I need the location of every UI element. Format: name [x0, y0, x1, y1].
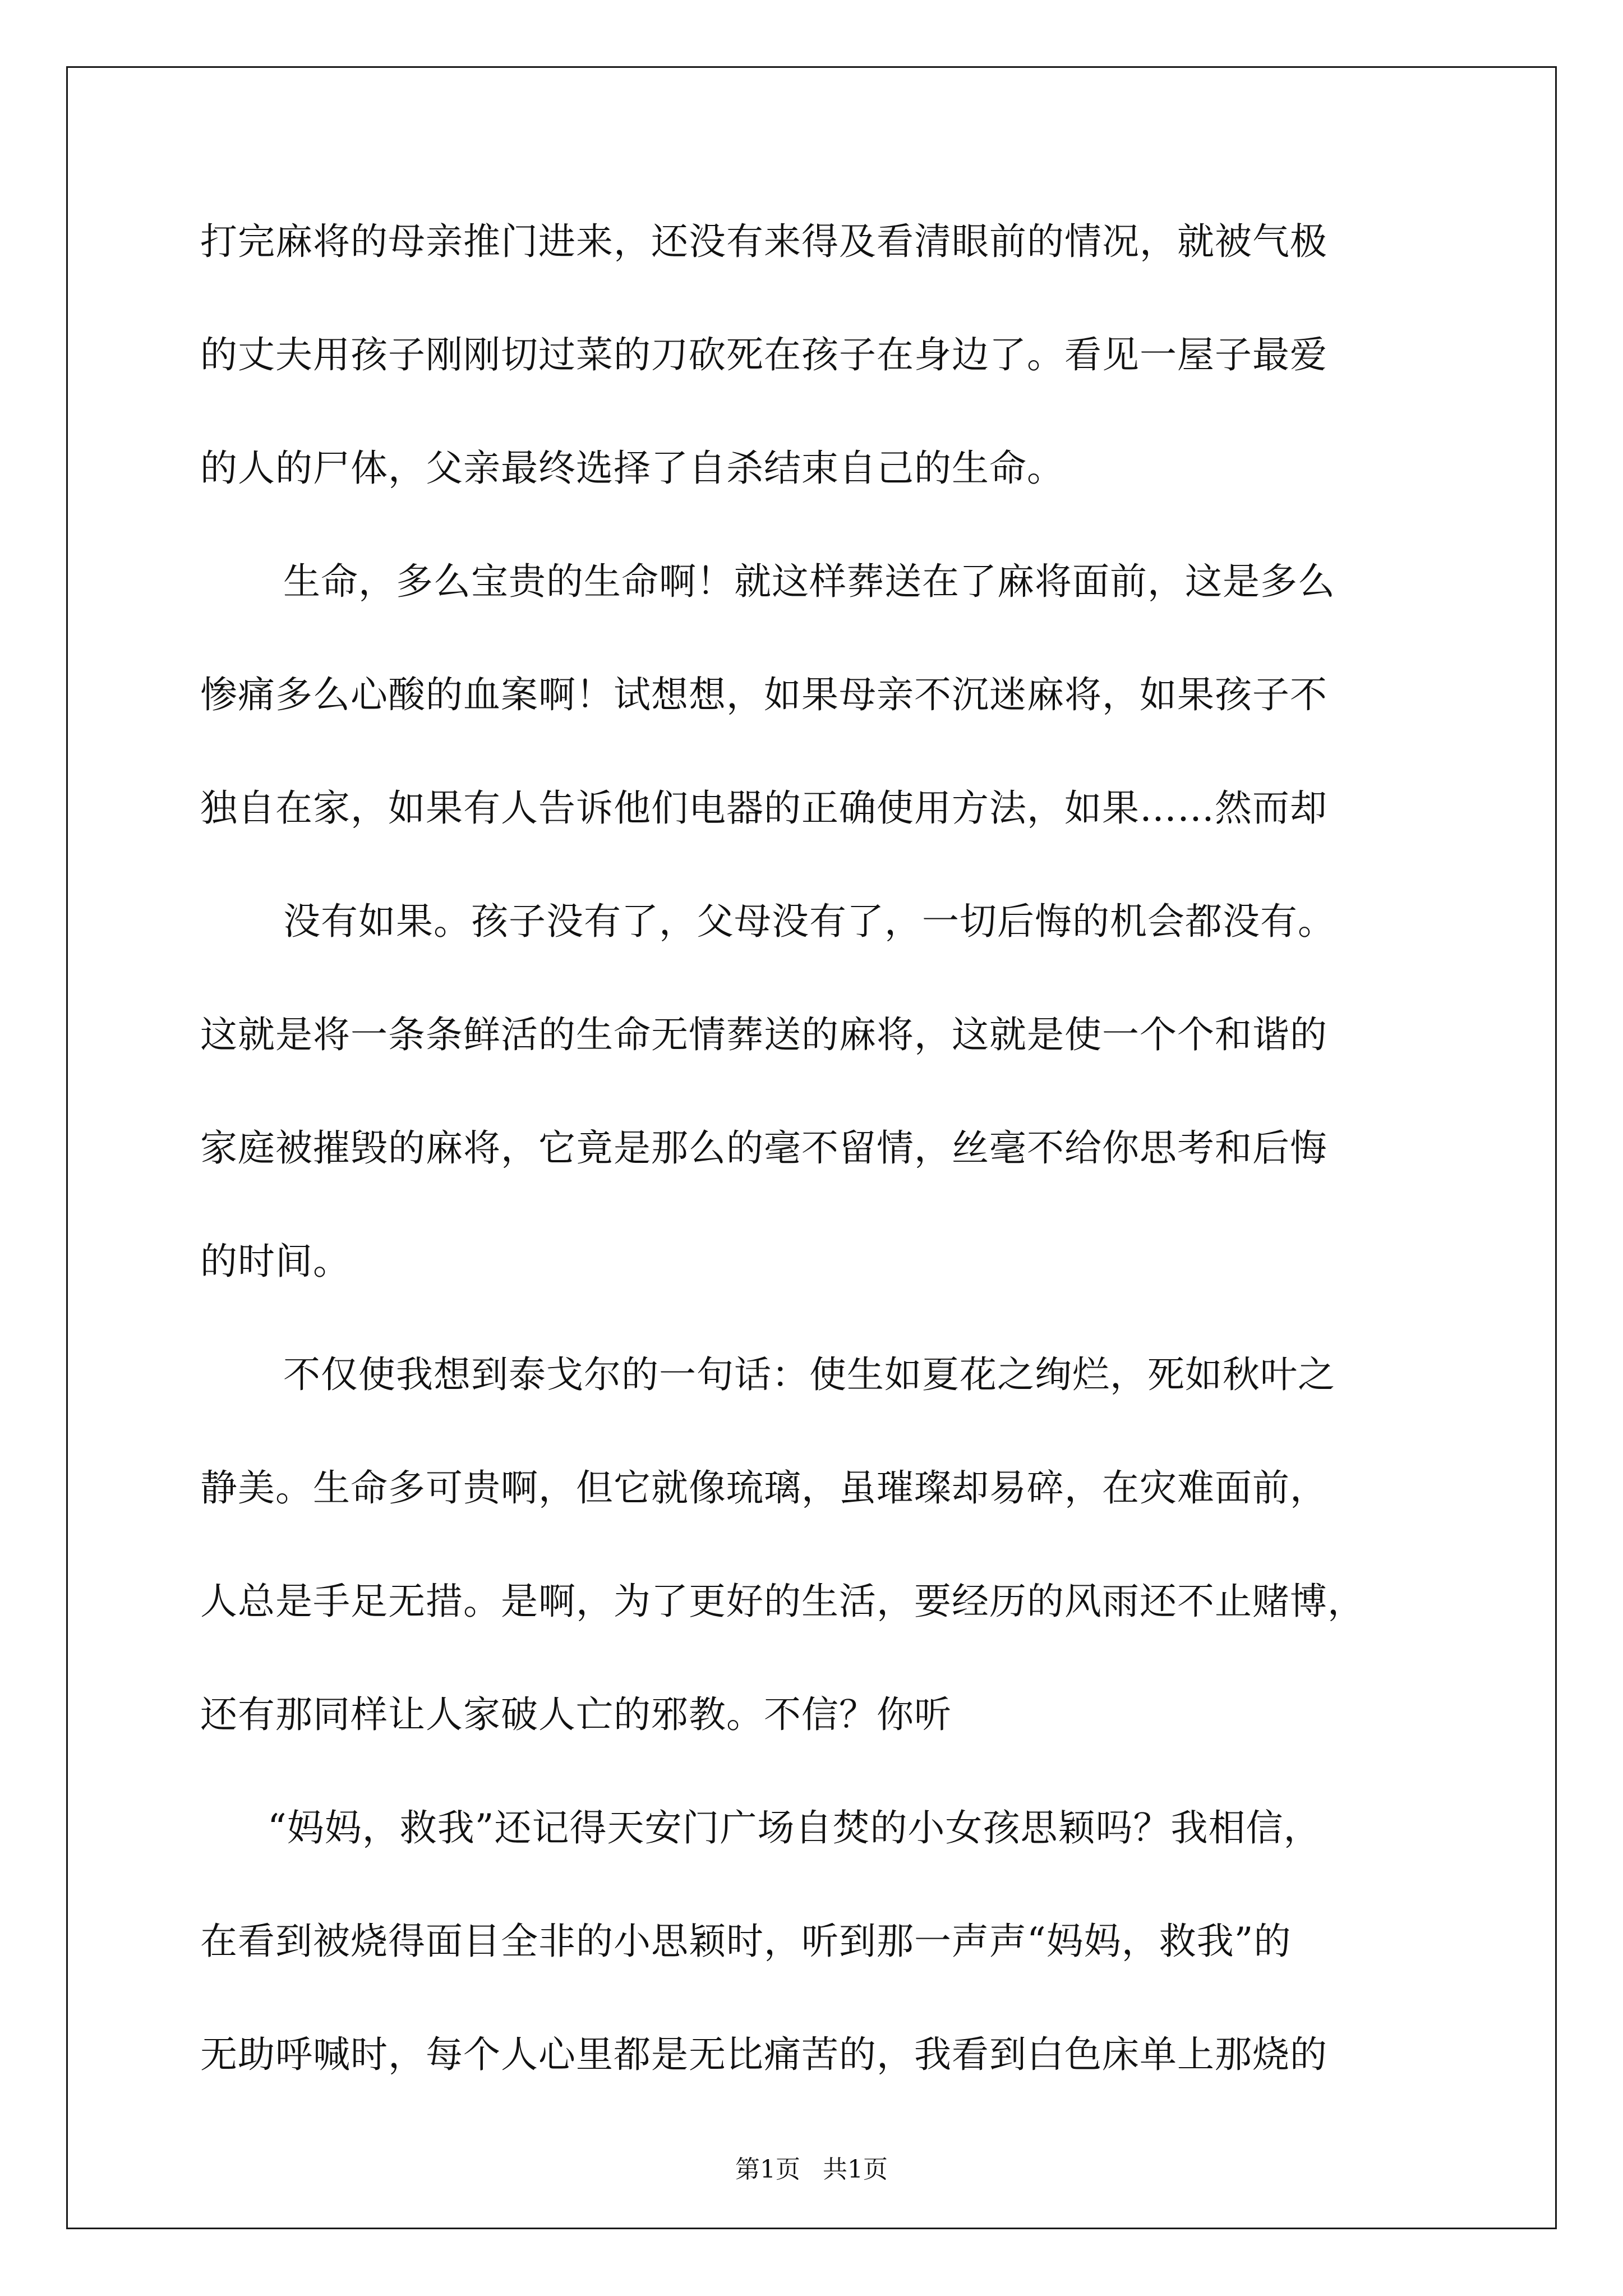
paragraph-start-line: 没有如果。孩子没有了，父母没有了，一切后悔的机会都没有。 — [283, 900, 1335, 943]
text-line: 的人的尸体，父亲最终选择了自杀结束自己的生命。 — [200, 447, 1064, 490]
text-line: 无助呼喊时，每个人心里都是无比痛苦的，我看到白色床单上那烧的 — [200, 2033, 1327, 2076]
paragraph-start-line: 不仅使我想到泰戈尔的一句话：使生如夏花之绚烂，死如秋叶之 — [283, 1353, 1335, 1396]
page-footer — [0, 2153, 1623, 2187]
text-line: 打完麻将的母亲推门进来，还没有来得及看清眼前的情况，就被气极 — [200, 220, 1327, 263]
paragraph-start-line: 生命，多么宝贵的生命啊！就这样葬送在了麻将面前，这是多么 — [283, 560, 1335, 603]
text-line: 家庭被摧毁的麻将，它竟是那么的毫不留情，丝毫不给你思考和后悔 — [200, 1126, 1327, 1170]
paragraph-start-line: “妈妈，救我”还记得天安门广场自焚的小女孩思颖吗？我相信， — [268, 1806, 1321, 1849]
text-line: 静美。生命多可贵啊，但它就像琉璃，虽璀璨却易碎，在灾难面前， — [200, 1466, 1327, 1510]
text-line: 的丈夫用孩子刚刚切过菜的刀砍死在孩子在身边了。看见一屋子最爱 — [200, 333, 1327, 376]
text-line: 在看到被烧得面目全非的小思颖时，听到那一声声“妈妈，救我”的 — [200, 1920, 1292, 1963]
text-line: 还有那同样让人家破人亡的邪教。不信？你听 — [200, 1693, 952, 1736]
text-line: 惨痛多么心酸的血案啊！试想想，如果母亲不沉迷麻将，如果孩子不 — [200, 673, 1327, 716]
text-line: 这就是将一条条鲜活的生命无情葬送的麻将，这就是使一个个和谐的 — [200, 1013, 1327, 1056]
text-line: 的时间。 — [200, 1240, 351, 1283]
page-total: 共1页 — [823, 2155, 888, 2184]
text-line: 独自在家，如果有人告诉他们电器的正确使用方法，如果……然而却 — [200, 786, 1327, 830]
page-number: 第1页 — [735, 2155, 800, 2184]
text-line: 人总是手足无措。是啊，为了更好的生活，要经历的风雨还不止赌博， — [200, 1580, 1365, 1623]
